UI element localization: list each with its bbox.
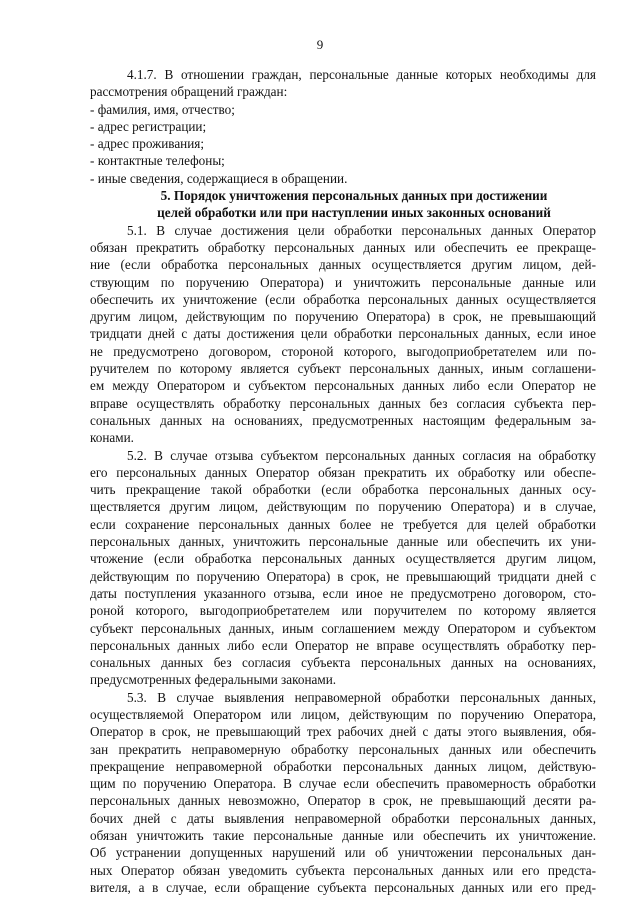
paragraph-line: не предусмотрено договором, стороной которого, выгодоприобретателем или по-: [90, 343, 596, 359]
paragraph-line: Оператор в срок, не превышающий трех рабочих дней с даты этого выявления, обя-: [90, 724, 596, 740]
list-item: - адрес проживания;: [90, 136, 205, 152]
paragraph-line: чить прекращение такой обработки (если обработка персональных данных осу-: [90, 482, 596, 498]
paragraph-line: субъект персональных данных, иным соглашением между Оператором и субъектом: [90, 620, 596, 636]
paragraph-line: обязан прекратить обработку персональных данных или обеспечить ее прекраще-: [90, 239, 596, 255]
paragraph-line: вителя, а в случае, если обращение субъекта персональных данных или его пред-: [90, 879, 596, 895]
paragraph-line: рассмотрения обращений граждан:: [90, 84, 288, 100]
paragraph-5-2: [90, 447, 596, 689]
paragraph-line: тридцати дней с даты достижения цели обработки персональных данных, если иное: [90, 326, 596, 342]
list-item: - фамилия, имя, отчество;: [90, 101, 235, 117]
paragraph-line: ствующим по поручению Оператора) и уничтожить персональные данные или: [90, 274, 596, 290]
paragraph-line: даты поступления указанного отзыва, если иное не предусмотрено договором, сто-: [90, 585, 596, 601]
paragraph-line: его персональных данных Оператор обязан прекратить их обработку или обеспе-: [90, 464, 596, 480]
section-heading-line: целей обработки или при наступлении иных законных оснований: [157, 205, 551, 221]
paragraph-5-3: [90, 689, 596, 897]
paragraph-line: обязан уничтожить такие персональные данные или обеспечить их уничтожение.: [90, 828, 596, 844]
paragraph-line: прекращение неправомерной обработки персональных данных лицом, действую-: [90, 758, 596, 774]
list-item: - адрес регистрации;: [90, 118, 207, 134]
paragraph-line: 5.1. В случае достижения цели обработки персональных данных Оператор: [127, 222, 596, 238]
paragraph-line: персональных данных, уничтожить персональные данные или обеспечить их уни-: [90, 534, 596, 550]
paragraph-line: сональных данных без согласия субъекта персональных данных на основаниях,: [90, 655, 596, 671]
paragraph-line: другим лицом, действующим по поручению Оператора) в срок, не превышающий: [90, 309, 596, 325]
paragraph-5-1: [90, 222, 596, 447]
paragraph-line: Об устранении допущенных нарушений или об уничтожении персональных дан-: [90, 845, 596, 861]
paragraph-line: ручителем по которому является субъект персональных данных, иным соглашени-: [90, 361, 596, 377]
paragraph-line: предусмотренных федеральными законами.: [90, 672, 337, 688]
paragraph-line: персональных данных невозможно, Оператор в срок, не превышающий десяти ра-: [90, 793, 596, 809]
paragraph-line: 5.2. В случае отзыва субъектом персональных данных согласия на обработку: [127, 447, 596, 463]
page-number: 9: [316, 37, 324, 52]
paragraph-line: сональных данных на основаниях, предусмотренных настоящим федеральным за-: [90, 412, 596, 428]
paragraph-line: обеспечить их уничтожение (если обработка персональных данных осуществляется: [90, 291, 596, 307]
paragraph-line: чтожение (если обработка персональных данных осуществляется другим лицом,: [90, 551, 596, 567]
list-item: - иные сведения, содержащиеся в обращении.: [90, 170, 348, 186]
paragraph-line: ных Оператор обязан уведомить субъекта персональных данных или его предста-: [90, 862, 596, 878]
paragraph-line: осуществляемой Оператором или лицом, действующим по поручению Оператора,: [90, 706, 596, 722]
paragraph-line: ществляется другим лицом, действующим по поручению Оператора) и в случае,: [90, 499, 596, 515]
page-body: [90, 66, 596, 896]
paragraph-line: щим по поручению Оператора. В случае если обеспечить правомерность обработки: [90, 776, 596, 792]
list-item: - контактные телефоны;: [90, 153, 225, 169]
section-4-1-7: [90, 66, 596, 187]
paragraph-line: 4.1.7. В отношении граждан, персональные данные которых необходимы для: [127, 67, 596, 82]
paragraph-line: вправе осуществлять обработку персональных данных без согласия субъекта пер-: [90, 395, 596, 411]
paragraph-line: ние (если обработка персональных данных осуществляется другим лицом, дей-: [90, 257, 596, 273]
paragraph-line: ем между Оператором и субъектом персональных данных либо если Оператор не: [90, 378, 596, 394]
paragraph-line: роной которого, выгодоприобретателем или поручителем по которому является: [90, 603, 596, 619]
paragraph-line: конами.: [90, 430, 134, 446]
paragraph-line: бочих дней с даты выявления неправомерной обработки персональных данных,: [90, 810, 596, 826]
section-5-heading: [90, 187, 596, 222]
paragraph-line: если сохранение персональных данных более не требуется для целей обработки: [90, 516, 596, 532]
paragraph-line: действующим по поручению Оператора) в срок, не превышающий тридцати дней с: [90, 568, 596, 584]
section-heading-line: 5. Порядок уничтожения персональных данных при достижении: [160, 188, 548, 204]
paragraph-line: персональных данных либо если Оператор не вправе осуществлять обработку пер-: [90, 637, 596, 653]
paragraph-line: зан прекратить неправомерную обработку персональных данных или обеспечить: [90, 741, 596, 757]
paragraph-line: 5.3. В случае выявления неправомерной обработки персональных данных,: [127, 689, 596, 705]
